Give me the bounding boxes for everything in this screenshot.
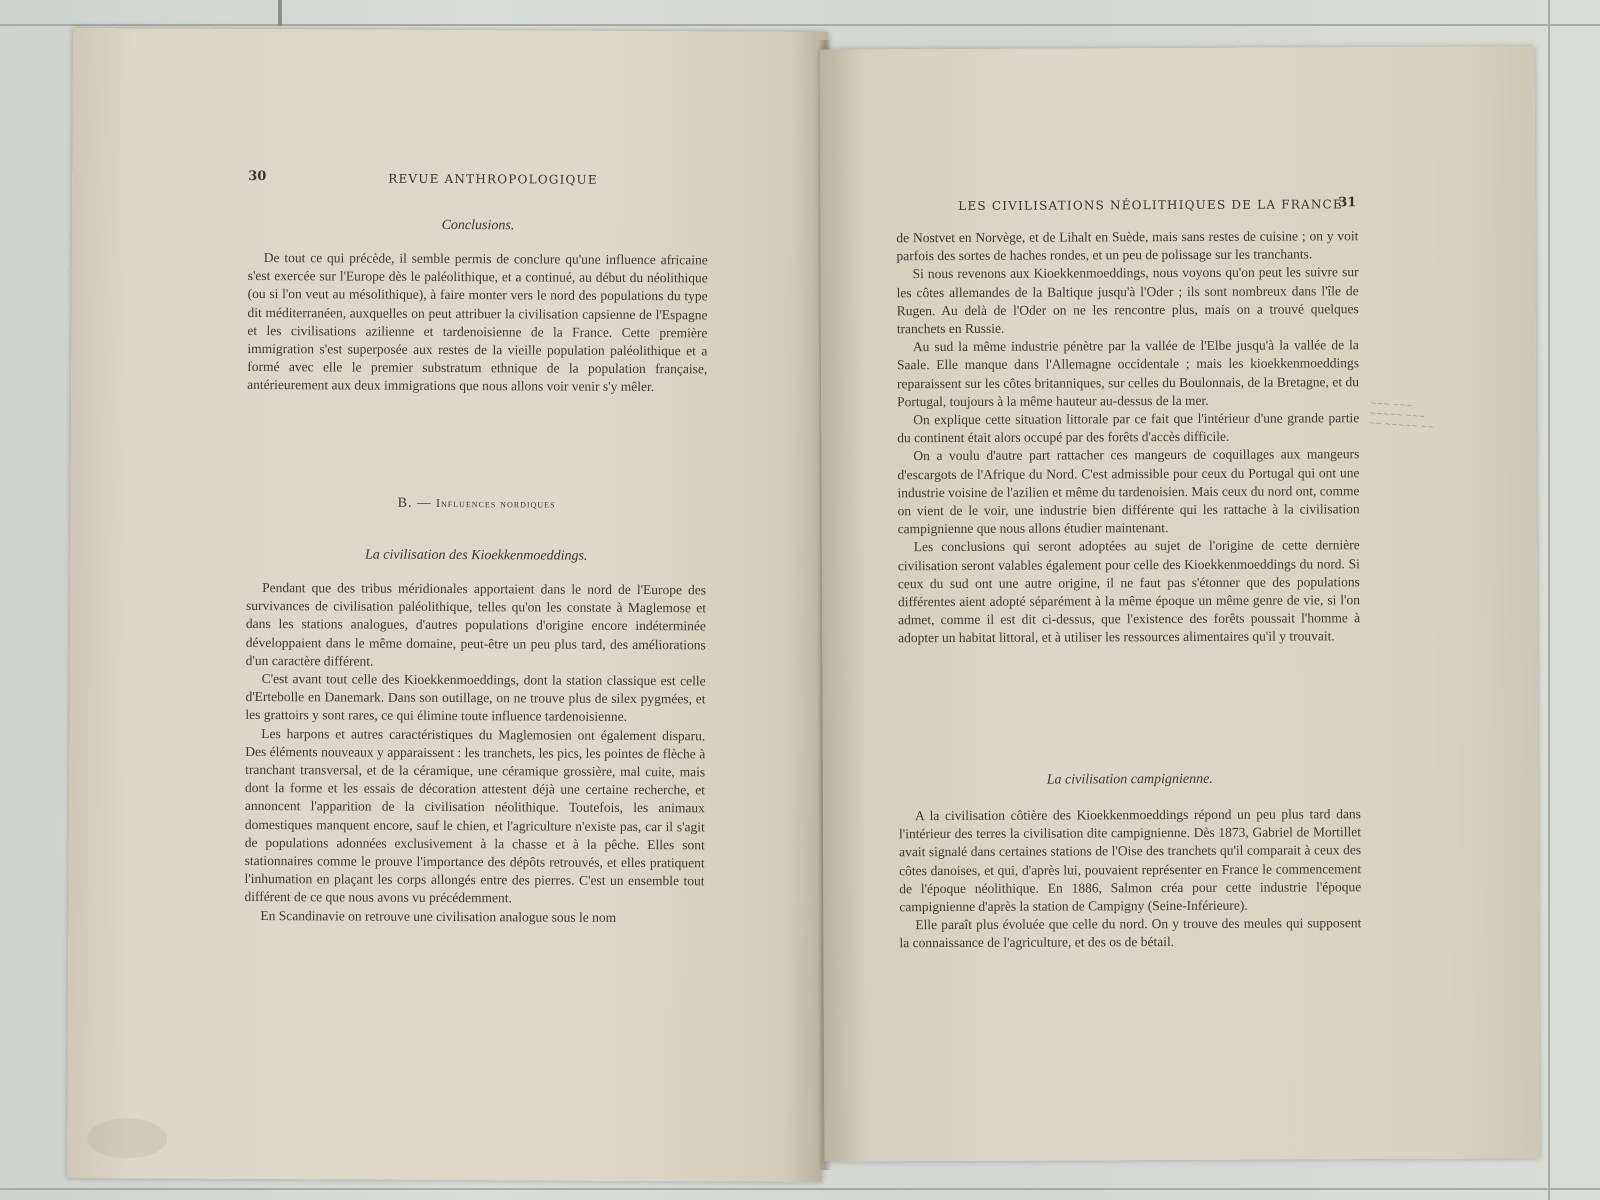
paragraph: C'est avant tout celle des Kioekkenmoeddings, dont la station classique est celle d'Ertebolle en Danemark. Dans son outillage, on ne trouve plus de silex pygmées, et les grattoirs y sont rares, ce qui élimine toute influence tardenoisienne. bbox=[245, 671, 706, 725]
paragraph: On a voulu d'autre part rattacher ces mangeurs de coquillages aux mangeurs d'escargots de l'Afrique du Nord. C'est admissible pour ceux du Portugal qui ont une industrie voisine de l'azilien et même du tardenoisien. Mais ceux du nord ont, comme on vient de le voir, une industrie bien différente qui les rattache à la civilisation campignienne que nous allons étudier maintenant. bbox=[897, 446, 1360, 537]
tile-seam bbox=[0, 24, 1600, 26]
page-number: 31 bbox=[1338, 195, 1357, 211]
paragraph: Elle paraît plus évoluée que celle du nord. On y trouve des meules qui supposent la connaissance de l'agriculture, et des os de bétail. bbox=[899, 915, 1362, 951]
paragraph: Les harpons et autres caractéristiques du Maglemosien ont également disparu. Des éléments nouveaux y apparaissent : les tranchets, les pics, les pointes de flèche à tranchant transversal, et de la céramique, une céramique grossière, mal cuite, mais dont la forme et les essais de décoration attestent déjà une certaine recherche, et annoncent l'apparition de la civilisation néolithique. Toutefois, les animaux domestiques manquent encore, sauf le chien, et l'agriculture n'existe pas, car il s'agit de populations adonnées exclusivement à la chasse et à la pêche. Elles sont stationnaires comme le prouve l'importance des dépôts retrouvés, et elles pratiquent l'inhumation en plaçant les corps allongés entre des pierres. C'est un ensemble tout différent de ce que nous avons vu précédemment. bbox=[244, 725, 706, 906]
section-heading bbox=[246, 495, 706, 513]
section-heading: La civilisation campignienne. bbox=[1046, 771, 1213, 788]
paragraph: On explique cette situation littorale par ce fait que l'intérieur d'une grande partie du continent était alors occupé par des forêts d'accès difficile. bbox=[897, 410, 1360, 446]
pencil-marginalia: ~~~ ~~~ ~~~~~ ~~~ ~~ ~~~~~ ~~ bbox=[1368, 398, 1435, 432]
paragraph: En Scandinavie on retrouve une civilisation analogue sous le nom bbox=[260, 907, 617, 925]
paper-stain bbox=[87, 1118, 167, 1158]
section-letter: B. — bbox=[397, 495, 433, 511]
running-head: REVUE ANTHROPOLOGIQUE bbox=[388, 171, 598, 187]
paragraph: Si nous revenons aux Kioekkenmoeddings, nous voyons qu'on peut les suivre sur les côtes allemandes de la Baltique jusqu'à l'Oder ; ils sont nombreux dans l'île de Rugen. Au delà de l'Oder on ne les rencontre plus, mais on a trouvé quelques tranchets en Russie. bbox=[896, 264, 1359, 337]
tile-seam bbox=[0, 1188, 1600, 1190]
tile-seam bbox=[1548, 0, 1550, 1200]
paragraph: Les conclusions qui seront adoptées au sujet de l'origine de cette dernière civilisation seront valables également pour celle des Kioekkenmoeddings du nord. Si ceux du sud ont une autre origine, il ne faut pas s'étonner que des populations différentes aient adopté séparément à la même époque un même genre de vie, si l'on admet, comme il est dit ci-dessus, que l'existence des forêts poussait l'homme à adopter un habitat littoral, et à utiliser les ressources alimentaires qu'il y trouvait. bbox=[897, 537, 1361, 646]
running-head: LES CIVILISATIONS NÉOLITHIQUES DE LA FRANCE bbox=[958, 197, 1343, 213]
body-text bbox=[899, 805, 1362, 953]
paragraph: Au sud la même industrie pénètre par la vallée de l'Elbe jusqu'à la vallée de la Saale. Elle manque dans l'Allemagne occidentale ; mais les kioekkenmoeddings reparaissent sur les côtes britanniques, sur celles du Boulonnais, de la Bretagne, et du Portugal, toujours à la même hauteur au-dessus de la mer. bbox=[896, 337, 1360, 410]
paragraph: Pendant que des tribus méridionales apportaient dans le nord de l'Europe des survivances de civilisation paléolithique, telles qu'on les constate à Maglemose et dans les stations analogues, d'autres populations d'origine encore indéterminée développaient dans le même domaine, peut-être un peu plus tard, des améliorations d'un caractère différent. bbox=[245, 580, 707, 669]
page-number: 30 bbox=[248, 168, 267, 185]
section-heading: Conclusions. bbox=[441, 217, 515, 234]
body-text bbox=[244, 579, 706, 927]
tile-seam bbox=[278, 0, 282, 26]
paragraph: De tout ce qui précède, il semble permis de conclure qu'une influence africaine s'est exercée sur l'Europe dès le paléolithique, et a continué, au début du néolithique (ou si l'on veut au mésolithique), à faire monter vers le nord des populations du type dit méditerranéen, auxquelles on peut attribuer la civilisation capsienne de l'Espagne et les civilisations azilienne et tardenoisienne de la France. Cette première immigration s'est superposée aux restes de la vieille population paléolithique et a formé avec elle le premier substratum ethnique de la population française, antérieurement aux deux immigrations que nous allons voir venir s'y mêler. bbox=[247, 250, 708, 395]
paragraph: A la civilisation côtière des Kioekkenmoeddings répond un peu plus tard dans l'intérieur des terres la civilisation dite campignienne. Dès 1873, Gabriel de Mortillet avait signalé dans certaines stations de l'Oise des tranchets qu'il comparait à ceux des côtes danoises, et qui, d'après lui, pouvaient représenter en France le commencement de l'époque néolithique. En 1886, Salmon créa pour cette industrie l'époque campignienne d'après la station de Campigny (Seine-Inférieure). bbox=[898, 806, 1362, 915]
body-text bbox=[896, 227, 1360, 648]
paragraph: de Nostvet en Norvège, et de Lihalt en Suède, mais sans restes de cuisine ; on y voit parfois des sortes de haches rondes, et un peu de polissage sur les tranchants. bbox=[896, 228, 1359, 264]
section-title: Influences nordiques bbox=[435, 495, 556, 511]
body-text bbox=[247, 249, 708, 397]
section-heading: La civilisation des Kioekkenmoeddings. bbox=[365, 547, 588, 564]
left-page bbox=[67, 28, 828, 1182]
right-page bbox=[820, 46, 1540, 1161]
